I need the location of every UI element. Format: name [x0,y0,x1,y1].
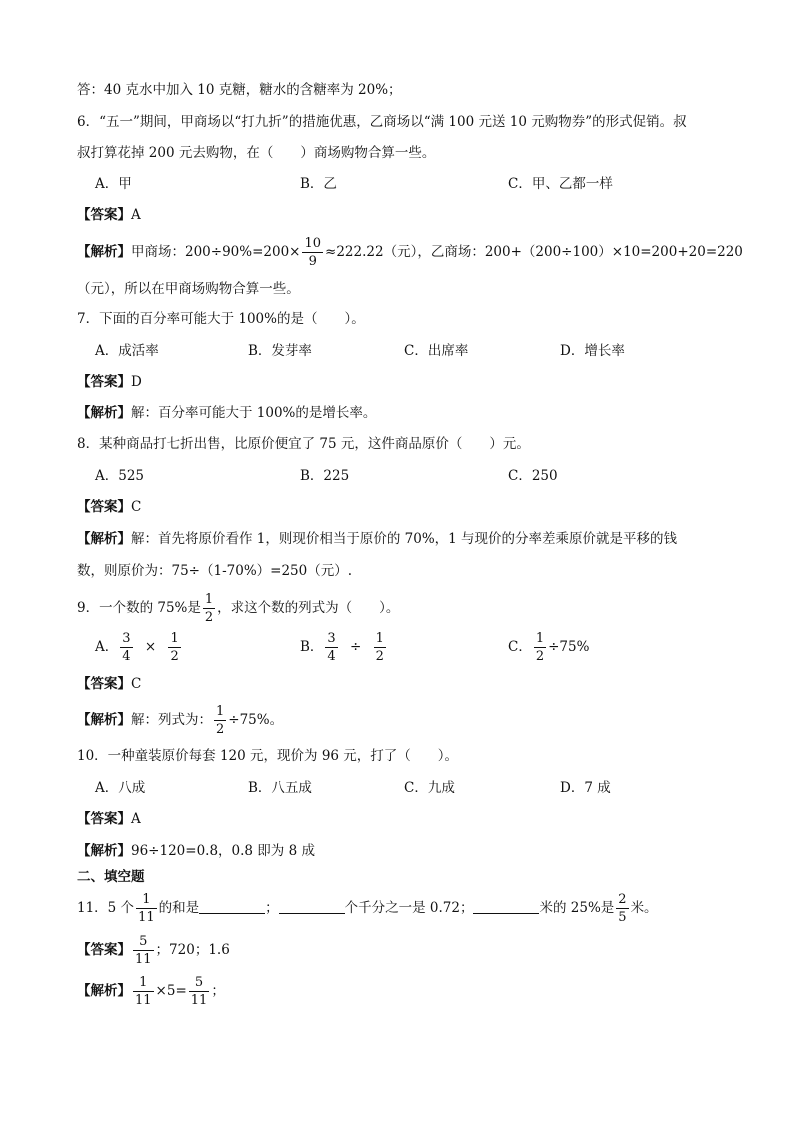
explanation-text: 解：百分率可能大于 100%的是增长率。 [131,405,377,421]
answer-value: C [131,499,142,515]
explanation-text: ×5= [155,983,187,999]
q6-option-b: B．乙 [300,176,337,192]
denominator: 2 [535,649,545,664]
explanation-text: 解：首先将原价看作 1，则现价相当于原价的 70%，1 与现价的分率差乘原价就是平移的钱 [131,531,678,547]
denominator: 2 [170,649,179,664]
q9-explanation [77,703,283,737]
answer-blank[interactable] [473,899,539,914]
question-9 [77,591,399,625]
question-8: 8．某种商品打七折出售，比原价便宜了 75 元，这件商品原价（ ）元。 [77,436,530,452]
answer-value: A [131,811,141,827]
q7-option-c: C．出席率 [404,343,469,359]
q8-answer [77,497,141,517]
numerator: 3 [327,631,336,646]
question-6-line2: 叔打算花掉 200 元去购物，在（ ）商场购物合算一些。 [77,145,436,161]
q7-explanation [77,403,376,423]
answer-blank[interactable] [279,899,345,914]
fraction [374,632,386,663]
numerator: 1 [216,704,225,719]
explanation-label: 【解析】 [77,983,131,999]
fraction [302,237,323,268]
q7-option-a: A．成活率 [95,343,159,359]
denominator: 4 [327,649,336,664]
q9-option-c [508,630,589,664]
q6-option-c: C．甲、乙都一样 [508,176,613,192]
numerator: 5 [189,976,210,992]
numerator: 1 [170,631,179,646]
section-heading: 二、填空题 [77,869,145,885]
denominator: 5 [618,910,627,925]
numerator: 3 [122,631,131,646]
question-text: ； [265,900,279,916]
q8-explanation [77,529,677,549]
explanation-label: 【解析】 [77,244,131,260]
operator: ÷ [350,639,362,655]
numerator: 1 [136,893,157,909]
denominator: 11 [135,993,152,1008]
denominator: 4 [122,649,131,664]
q8-option-b: B．225 [300,468,350,484]
q10-explanation [77,841,315,861]
numerator: 1 [535,631,545,646]
explanation-text: ≈222.22（元），乙商场：200+（200÷100）×10=200+20=220 [325,244,743,260]
denominator: 2 [375,649,384,664]
answer-blank[interactable] [199,899,265,914]
explanation-label: 【解析】 [77,531,131,547]
option-text: ÷75% [548,639,590,655]
answer-value: A [131,207,141,223]
fraction [616,893,628,924]
denominator: 11 [190,993,208,1008]
numerator: 1 [133,976,154,992]
answer-label: 【答案】 [77,676,131,692]
fraction [214,705,226,736]
q11-answer [77,933,230,967]
option-label: B． [300,639,324,655]
denominator: 11 [135,952,152,967]
numerator: 2 [618,892,627,907]
fraction [168,632,180,663]
explanation-text: ； [211,983,225,999]
question-text: 11．5 个 [77,900,135,916]
q10-answer [77,809,141,829]
option-label: A． [95,639,119,655]
operator: × [144,639,157,655]
explanation-text: 解：列式为： [131,712,212,728]
answer-label: 【答案】 [77,942,131,958]
question-7: 7．下面的百分率可能大于 100%的是（ ）。 [77,311,365,327]
question-text: 的和是 [158,900,200,916]
q9-answer [77,674,141,694]
q8-option-c: C．250 [508,468,558,484]
numerator: 1 [204,592,214,607]
fraction [189,976,210,1007]
answer-label: 【答案】 [77,374,131,390]
answer-value: ；720；1.6 [155,942,230,958]
q9-option-a [95,630,183,664]
q10-option-b: B．八五成 [248,780,312,796]
fraction [133,976,154,1007]
explanation-label: 【解析】 [77,843,131,859]
denominator: 2 [216,722,225,737]
q9-option-b [300,630,388,664]
numerator: 1 [375,631,384,646]
option-label: C． [508,639,532,655]
q10-option-d: D．7 成 [560,780,611,796]
question-text: 9．一个数的 75%是 [77,600,201,616]
answer-label: 【答案】 [77,811,131,827]
q7-option-d: D．增长率 [560,343,625,359]
explanation-text: ÷75%。 [228,712,284,728]
q10-option-a: A．八成 [95,780,146,796]
q6-explanation [77,235,743,269]
answer-line-q5: 答：40 克水中加入 10 克糖，糖水的含糖率为 20%； [77,82,402,98]
q7-answer [77,372,142,392]
question-text: 米的 25%是 [539,900,615,916]
denominator: 9 [308,254,317,269]
question-text: 米。 [630,900,658,916]
q6-answer [77,205,141,225]
question-10: 10．一种童装原价每套 120 元，现价为 96 元，打了（ ）。 [77,748,459,764]
fraction [136,893,157,924]
explanation-label: 【解析】 [77,405,131,421]
numerator: 10 [304,236,322,251]
question-11 [77,890,658,926]
answer-label: 【答案】 [77,207,131,223]
fraction [203,593,215,624]
question-6-line1: 6．“五一”期间，甲商场以“打九折”的措施优惠，乙商场以“满 100 元送 10 元购物券”的形式促销。叔 [77,114,687,130]
denominator: 2 [204,610,214,625]
explanation-text: 96÷120=0.8，0.8 即为 8 成 [131,843,315,859]
question-text: ，求这个数的列式为（ ）。 [217,600,400,616]
fraction [120,632,132,663]
explanation-text: 甲商场：200÷90%=200× [131,244,301,260]
numerator: 5 [133,935,154,951]
answer-value: D [131,374,142,390]
q10-option-c: C．九成 [404,780,455,796]
q7-option-b: B．发芽率 [248,343,312,359]
explanation-label: 【解析】 [77,712,131,728]
answer-value: C [131,676,142,692]
q8-option-a: A．525 [95,468,145,484]
fraction [534,632,546,663]
answer-label: 【答案】 [77,499,131,515]
question-text: 个千分之一是 0.72； [344,900,474,916]
q8-explanation-line2: 数，则原价为：75÷（1-70%）=250（元）. [77,563,353,579]
q11-explanation [77,974,225,1008]
fraction [325,632,337,663]
denominator: 11 [138,910,155,925]
q6-option-a: A．甲 [95,176,132,192]
q6-explanation-line2: （元），所以在甲商场购物合算一些。 [77,281,300,297]
fraction [133,935,154,966]
